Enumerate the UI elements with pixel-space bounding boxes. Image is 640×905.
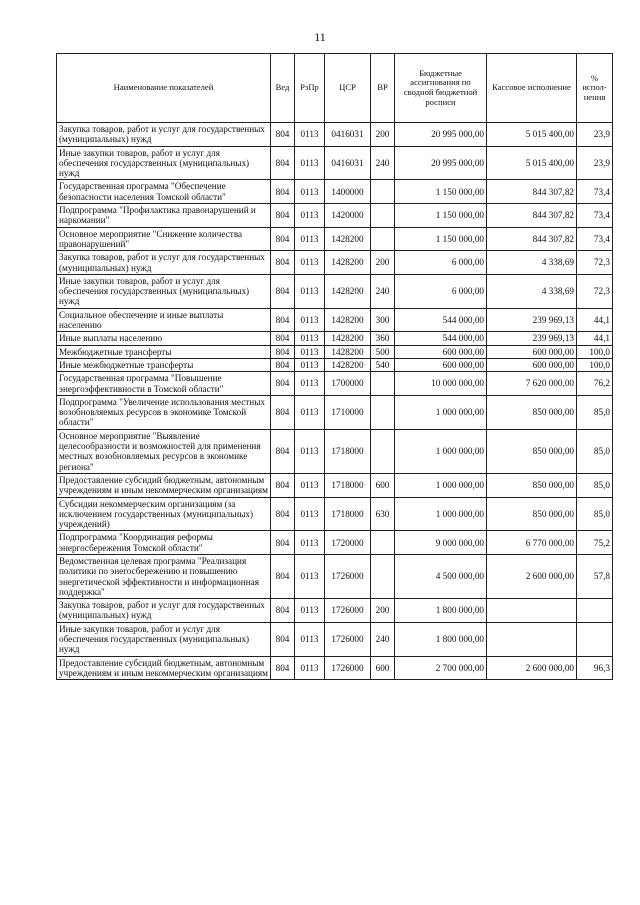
row-assignment: 10 000 000,00: [395, 372, 487, 396]
row-rzpr: 0113: [295, 429, 325, 473]
row-percent: 72,3: [577, 274, 613, 308]
row-csr: 1428200: [325, 251, 371, 275]
page-number: 11: [314, 30, 326, 44]
table-row: [57, 554, 613, 598]
table-row: [57, 332, 613, 345]
row-csr: 1428200: [325, 332, 371, 345]
row-assignment: 1 150 000,00: [395, 227, 487, 251]
table-row: [57, 531, 613, 555]
row-ved: 804: [271, 332, 295, 345]
row-ved: 804: [271, 358, 295, 371]
row-csr: 1700000: [325, 372, 371, 396]
table-row: [57, 345, 613, 358]
row-rzpr: 0113: [295, 146, 325, 180]
table-row: [57, 656, 613, 680]
row-assignment: 600 000,00: [395, 358, 487, 371]
row-csr: 1420000: [325, 204, 371, 228]
row-csr: 1710000: [325, 395, 371, 429]
row-name: Государственная программа "Повышение энергоэффективности в Томской области": [57, 372, 271, 396]
table-row: [57, 473, 613, 497]
row-cash-execution: 6 770 000,00: [487, 531, 577, 555]
row-rzpr: 0113: [295, 473, 325, 497]
row-ved: 804: [271, 656, 295, 680]
row-percent: 100,0: [577, 345, 613, 358]
row-assignment: 20 995 000,00: [395, 146, 487, 180]
row-percent: 73,4: [577, 204, 613, 228]
row-assignment: 9 000 000,00: [395, 531, 487, 555]
row-assignment: 544 000,00: [395, 308, 487, 332]
row-name: Предоставление субсидий бюджетным, автономным учреждениям и иным некоммерческим организациям: [57, 473, 271, 497]
row-cash-execution: 850 000,00: [487, 473, 577, 497]
row-ved: 804: [271, 395, 295, 429]
row-percent: [577, 599, 613, 623]
row-cash-execution: 4 338,69: [487, 251, 577, 275]
row-vr: 360: [371, 332, 395, 345]
row-cash-execution: [487, 599, 577, 623]
row-ved: 804: [271, 180, 295, 204]
row-cash-execution: 600 000,00: [487, 358, 577, 371]
row-vr: [371, 227, 395, 251]
row-rzpr: 0113: [295, 308, 325, 332]
row-percent: 96,3: [577, 656, 613, 680]
row-csr: 1428200: [325, 345, 371, 358]
row-csr: 0416031: [325, 123, 371, 147]
row-ved: 804: [271, 308, 295, 332]
row-assignment: 1 000 000,00: [395, 497, 487, 531]
row-assignment: 2 700 000,00: [395, 656, 487, 680]
table-row: [57, 180, 613, 204]
row-ved: 804: [271, 227, 295, 251]
row-cash-execution: 844 307,82: [487, 204, 577, 228]
row-assignment: 1 000 000,00: [395, 395, 487, 429]
row-vr: 300: [371, 308, 395, 332]
row-ved: 804: [271, 554, 295, 598]
row-percent: 73,4: [577, 227, 613, 251]
row-vr: [371, 180, 395, 204]
row-cash-execution: 844 307,82: [487, 227, 577, 251]
row-cash-execution: 239 969,13: [487, 308, 577, 332]
table-row: [57, 251, 613, 275]
table-row: [57, 429, 613, 473]
row-vr: 600: [371, 473, 395, 497]
row-vr: [371, 554, 395, 598]
table-row: [57, 358, 613, 371]
row-csr: 1718000: [325, 497, 371, 531]
row-vr: [371, 372, 395, 396]
row-vr: [371, 395, 395, 429]
row-cash-execution: 844 307,82: [487, 180, 577, 204]
row-percent: 76,2: [577, 372, 613, 396]
header-name: Наименование показателей: [57, 54, 271, 123]
row-ved: 804: [271, 599, 295, 623]
row-rzpr: 0113: [295, 622, 325, 656]
row-percent: 85,0: [577, 473, 613, 497]
table-row: [57, 395, 613, 429]
header-cash-execution: Кассовое исполнение: [487, 54, 577, 123]
row-percent: 100,0: [577, 358, 613, 371]
table-row: [57, 622, 613, 656]
row-assignment: 600 000,00: [395, 345, 487, 358]
header-rzpr: РзПр: [295, 54, 325, 123]
table-row: [57, 372, 613, 396]
row-name: Государственная программа "Обеспечение безопасности населения Томской области": [57, 180, 271, 204]
row-ved: 804: [271, 345, 295, 358]
header-ved: Вед: [271, 54, 295, 123]
row-cash-execution: 600 000,00: [487, 345, 577, 358]
row-rzpr: 0113: [295, 345, 325, 358]
row-rzpr: 0113: [295, 497, 325, 531]
row-ved: 804: [271, 146, 295, 180]
header-assignments: Бюджетные ассигнования по сводной бюджетной росписи: [395, 54, 487, 123]
budget-table: [56, 53, 613, 680]
row-ved: 804: [271, 531, 295, 555]
row-percent: 72,3: [577, 251, 613, 275]
row-percent: 85,0: [577, 429, 613, 473]
row-csr: 1720000: [325, 531, 371, 555]
table-row: [57, 123, 613, 147]
row-assignment: 1 000 000,00: [395, 473, 487, 497]
row-name: Межбюджетные трансферты: [57, 345, 271, 358]
row-vr: [371, 204, 395, 228]
row-cash-execution: 850 000,00: [487, 395, 577, 429]
row-ved: 804: [271, 204, 295, 228]
row-vr: 240: [371, 274, 395, 308]
row-ved: 804: [271, 123, 295, 147]
row-vr: 240: [371, 622, 395, 656]
row-ved: 804: [271, 274, 295, 308]
row-rzpr: 0113: [295, 274, 325, 308]
row-rzpr: 0113: [295, 358, 325, 371]
row-csr: 1428200: [325, 308, 371, 332]
row-percent: 85,0: [577, 497, 613, 531]
row-percent: 57,8: [577, 554, 613, 598]
row-assignment: 20 995 000,00: [395, 123, 487, 147]
row-cash-execution: 850 000,00: [487, 497, 577, 531]
header-percent: % испол-нения: [577, 54, 613, 123]
row-vr: 200: [371, 251, 395, 275]
row-assignment: 6 000,00: [395, 251, 487, 275]
row-rzpr: 0113: [295, 251, 325, 275]
row-name: Основное мероприятие "Выявление целесообразности и возможностей для применения местных возобновляемых ресурсов в экономике региона": [57, 429, 271, 473]
row-rzpr: 0113: [295, 204, 325, 228]
row-assignment: 1 150 000,00: [395, 204, 487, 228]
row-percent: 44,1: [577, 308, 613, 332]
row-assignment: 544 000,00: [395, 332, 487, 345]
row-rzpr: 0113: [295, 554, 325, 598]
row-name: Закупка товаров, работ и услуг для государственных (муниципальных) нужд: [57, 123, 271, 147]
row-cash-execution: 4 338,69: [487, 274, 577, 308]
row-rzpr: 0113: [295, 180, 325, 204]
row-name: Иные закупки товаров, работ и услуг для обеспечения государственных (муниципальных) нужд: [57, 622, 271, 656]
table-row: [57, 227, 613, 251]
row-rzpr: 0113: [295, 656, 325, 680]
row-vr: [371, 531, 395, 555]
row-ved: 804: [271, 473, 295, 497]
row-assignment: 1 800 000,00: [395, 622, 487, 656]
row-name: Основное мероприятие "Снижение количества правонарушений": [57, 227, 271, 251]
table-row: [57, 497, 613, 531]
row-csr: 1400000: [325, 180, 371, 204]
row-vr: 500: [371, 345, 395, 358]
row-name: Закупка товаров, работ и услуг для государственных (муниципальных) нужд: [57, 251, 271, 275]
row-ved: 804: [271, 372, 295, 396]
row-vr: 600: [371, 656, 395, 680]
row-cash-execution: 5 015 400,00: [487, 146, 577, 180]
row-name: Подпрограмма "Координация реформы энергосбережения Томской области": [57, 531, 271, 555]
row-cash-execution: 2 600 000,00: [487, 554, 577, 598]
table-row: [57, 146, 613, 180]
row-percent: 23,9: [577, 146, 613, 180]
row-percent: 75,2: [577, 531, 613, 555]
row-rzpr: 0113: [295, 123, 325, 147]
row-vr: 240: [371, 146, 395, 180]
row-ved: 804: [271, 429, 295, 473]
row-rzpr: 0113: [295, 599, 325, 623]
row-name: Социальное обеспечение и иные выплаты населению: [57, 308, 271, 332]
row-cash-execution: 5 015 400,00: [487, 123, 577, 147]
row-name: Закупка товаров, работ и услуг для государственных (муниципальных) нужд: [57, 599, 271, 623]
row-name: Иные закупки товаров, работ и услуг для обеспечения государственных (муниципальных) нужд: [57, 274, 271, 308]
header-csr: ЦСР: [325, 54, 371, 123]
row-name: Ведомственная целевая программа "Реализация политики по энегосбережению и повышению энергетической эффективности и информационная поддержка": [57, 554, 271, 598]
row-vr: 630: [371, 497, 395, 531]
row-assignment: 1 150 000,00: [395, 180, 487, 204]
row-assignment: 4 500 000,00: [395, 554, 487, 598]
row-cash-execution: 239 969,13: [487, 332, 577, 345]
row-assignment: 1 000 000,00: [395, 429, 487, 473]
row-vr: 200: [371, 123, 395, 147]
table-row: [57, 308, 613, 332]
row-csr: 1718000: [325, 473, 371, 497]
row-assignment: 6 000,00: [395, 274, 487, 308]
table-row: [57, 274, 613, 308]
row-csr: 1428200: [325, 358, 371, 371]
row-csr: 1718000: [325, 429, 371, 473]
row-name: Субсидии некоммерческим организациям (за исключением государственных (муниципальных) учреждений): [57, 497, 271, 531]
row-name: Иные межбюджетные трансферты: [57, 358, 271, 371]
row-percent: [577, 622, 613, 656]
row-csr: 1726000: [325, 656, 371, 680]
row-rzpr: 0113: [295, 372, 325, 396]
row-csr: 1726000: [325, 554, 371, 598]
row-assignment: 1 800 000,00: [395, 599, 487, 623]
row-percent: 23,9: [577, 123, 613, 147]
row-cash-execution: 7 620 000,00: [487, 372, 577, 396]
row-ved: 804: [271, 622, 295, 656]
row-percent: 73,4: [577, 180, 613, 204]
row-cash-execution: 2 600 000,00: [487, 656, 577, 680]
row-rzpr: 0113: [295, 531, 325, 555]
header-vr: ВР: [371, 54, 395, 123]
row-csr: 1726000: [325, 599, 371, 623]
row-name: Иные выплаты населению: [57, 332, 271, 345]
row-csr: 1428200: [325, 274, 371, 308]
table-row: [57, 204, 613, 228]
row-vr: 540: [371, 358, 395, 371]
row-name: Подпрограмма "Профилактика правонарушений и наркомании": [57, 204, 271, 228]
row-name: Предоставление субсидий бюджетным, автономным учреждениям и иным некоммерческим организациям: [57, 656, 271, 680]
row-ved: 804: [271, 497, 295, 531]
row-cash-execution: 850 000,00: [487, 429, 577, 473]
row-name: Подпрограмма "Увеличение использования местных возобновляемых ресурсов в экономике Томской области": [57, 395, 271, 429]
row-percent: 44,1: [577, 332, 613, 345]
row-csr: 1726000: [325, 622, 371, 656]
row-percent: 85,0: [577, 395, 613, 429]
row-rzpr: 0113: [295, 395, 325, 429]
row-vr: [371, 429, 395, 473]
row-vr: 200: [371, 599, 395, 623]
row-rzpr: 0113: [295, 227, 325, 251]
row-csr: 1428200: [325, 227, 371, 251]
table-row: [57, 599, 613, 623]
row-ved: 804: [271, 251, 295, 275]
table-header-row: [57, 54, 613, 123]
row-cash-execution: [487, 622, 577, 656]
row-name: Иные закупки товаров, работ и услуг для обеспечения государственных (муниципальных) нужд: [57, 146, 271, 180]
row-csr: 0416031: [325, 146, 371, 180]
row-rzpr: 0113: [295, 332, 325, 345]
